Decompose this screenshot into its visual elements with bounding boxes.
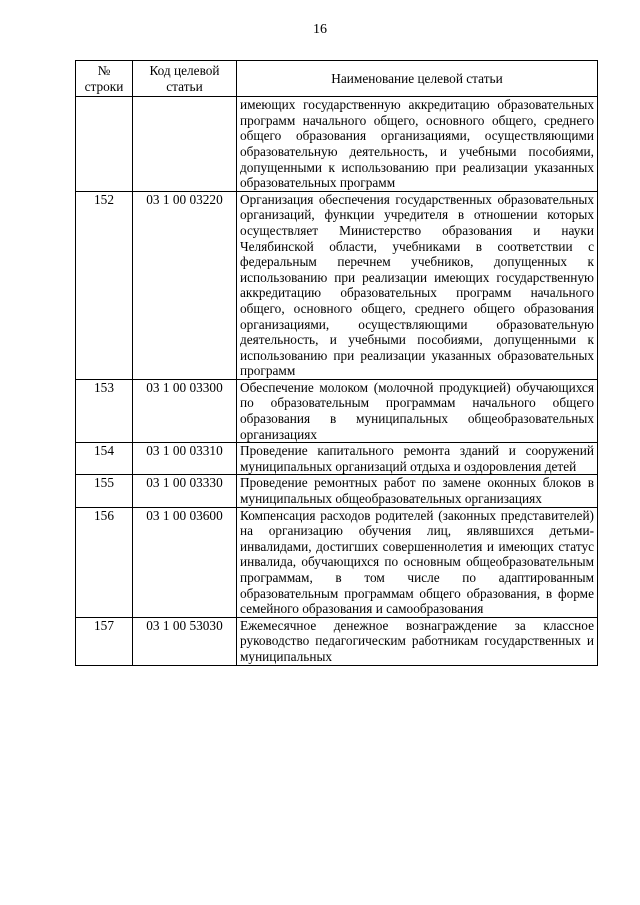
target-name: Организация обеспечения государственных образовательных организаций, функции учредителя в отношении которых осуществляет Министерство образования и науки Челябинской области, учебниками в соответствии с федеральным перечнем учебников, допущенных к использованию при реализации имеющих государственную аккредитацию образовательных программ начального общего, основного общего, среднего общего образования организациями, осуществляющими образовательную деятельность, и учебными пособиями, допущенными к использованию при реализации указанных образовательных программ <box>237 191 598 379</box>
target-name: имеющих государственную аккредитацию образовательных программ начального общего, основного общего, среднего общего образования организациями, осуществляющими образовательную деятельность, и учебными пособиями, допущенными к использованию при реализации указанных образовательных программ <box>237 97 598 192</box>
target-code: 03 1 00 03330 <box>133 475 237 507</box>
table-row <box>76 617 598 665</box>
row-number: 155 <box>76 475 133 507</box>
row-number: 157 <box>76 617 133 665</box>
target-name: Ежемесячное денежное вознаграждение за классное руководство педагогическим работникам государственных и муниципальных <box>237 617 598 665</box>
table-row <box>76 475 598 507</box>
table-row <box>76 443 598 475</box>
row-number: 153 <box>76 379 133 442</box>
target-name: Проведение капитального ремонта зданий и сооружений муниципальных организаций отдыха и оздоровления детей <box>237 443 598 475</box>
target-name: Обеспечение молоком (молочной продукцией) обучающихся по образовательным программам начального общего образования в муниципальных общеобразовательных организациях <box>237 379 598 442</box>
target-code: 03 1 00 53030 <box>133 617 237 665</box>
table-header-row <box>76 61 598 97</box>
row-number <box>76 97 133 192</box>
target-code: 03 1 00 03300 <box>133 379 237 442</box>
target-name: Проведение ремонтных работ по замене оконных блоков в муниципальных общеобразовательных организациях <box>237 475 598 507</box>
row-number: 156 <box>76 507 133 617</box>
target-code: 03 1 00 03310 <box>133 443 237 475</box>
header-target-name: Наименование целевой статьи <box>237 61 598 97</box>
table-row <box>76 379 598 442</box>
target-articles-table <box>75 60 598 666</box>
target-code <box>133 97 237 192</box>
target-code: 03 1 00 03600 <box>133 507 237 617</box>
table-row <box>76 191 598 379</box>
row-number: 154 <box>76 443 133 475</box>
target-code: 03 1 00 03220 <box>133 191 237 379</box>
target-name: Компенсация расходов родителей (законных представителей) на организацию обучения лиц, являвшихся детьми-инвалидами, достигших совершеннолетия и имеющих статус инвалида, обучающихся по основным общеобразовательным программам, в том числе по адаптированным образовательным программам общего образования, в форме семейного образования и самообразования <box>237 507 598 617</box>
table-row <box>76 507 598 617</box>
table-row <box>76 97 598 192</box>
header-row-number: № строки <box>76 61 133 97</box>
row-number: 152 <box>76 191 133 379</box>
header-target-code: Код целевой статьи <box>133 61 237 97</box>
page-number: 16 <box>313 22 327 37</box>
